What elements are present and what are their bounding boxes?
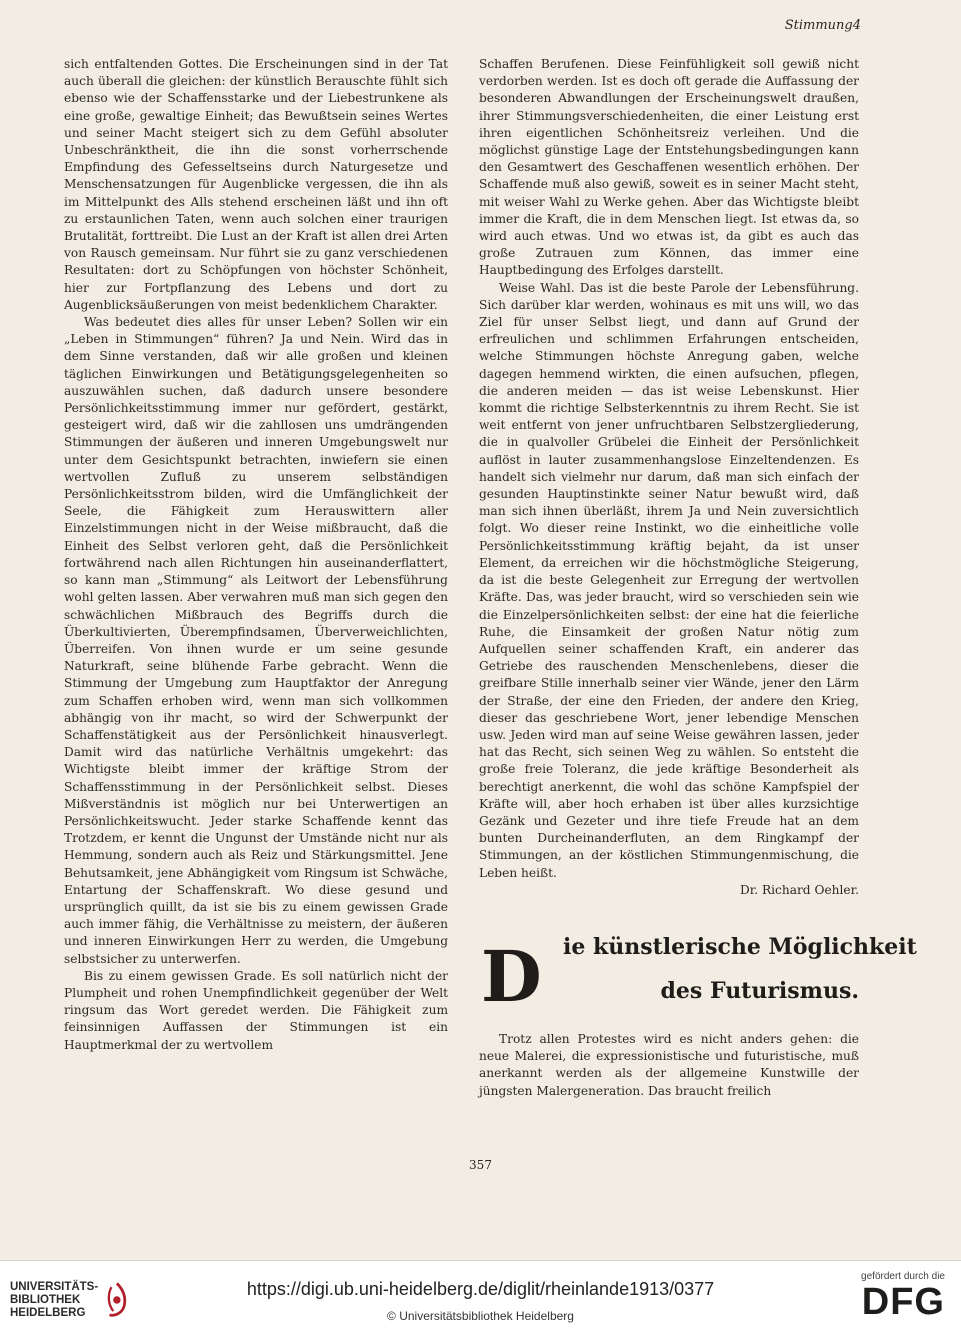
running-head: Stimmung4 bbox=[784, 18, 861, 33]
right-paragraph-2: Weise Wahl. Das ist die beste Parole der Lebensführung. Sich darüber klar werden, wohinaus es mit uns will, wo das Ziel für unser Selbst liegt, und dann auf Grund der erfreulichen und schlimmen Erfahrungen entscheiden, welche Stimmungen höchste Anregung gaben, welche dagegen hemmend wirkten, die einen aufsuchen, pflegen, die anderen meiden — das ist weise Lebenskunst. Hier kommt die richtige Selbsterkenntnis zu ihrem Recht. Sie ist weit entfernt von jener unfruchtbaren Selbstzergliederung, die in qualvoller Grübelei die Einheit der Persönlichkeit auflöst in lauter zusammenhangslose Einzeltendenzen. Es handelt sich vielmehr nur darum, daß man sich einfach der gesunden Hauptinstinkte seiner Natur bewußt wird, daß man sich ihnen überläßt, ihrem Ja und Nein zuversichtlich folgt. Wo dieser reine Instinkt, wo die einheitliche volle Persönlichkeitsstimmung kräftig bejaht, da ist unser Element, da erreichen wir die höchstmögliche Steigerung, da ist die beste Gelegenheit zur Erregung der wertvollen Kräfte. Das, was jeder braucht, wird so verschieden sein wie die Einzelpersönlichkeiten selbst: der eine hat die feierliche Ruhe, die Einsamkeit der großen Natur nötig zum Aufquellen seiner schaffenden Kraft, ein anderer das Getriebe des rauschenden Menschenlebens, dieser die greifbare Stille innerhalb seiner vier Wände, jener den Lärm der Straße, der eine den Frieden, der andere den Krieg, dieser das geschriebene Wort, jener lebendige Menschen usw. Jeden wird man auf seine Weise gewähren lassen, jeder hat das Recht, sich seinen Weg zu wählen. So entsteht die große freie Toleranz, die jede kräftige Besonderheit als berechtigt anerkennt, die wohl das schöne Kampfspiel der Kräfte will, aber hoch erhaben ist über alles kurzsichtige Gezänk und Gezeter und ihre tiefe Freude hat an dem bunten Durcheinanderfluten, an dem Ringkampf der Stimmungen, an der köstlichen Stimmungenmischung, die Leben heißt. bbox=[479, 280, 859, 880]
left-paragraph-1: sich entfaltenden Gottes. Die Erscheinungen sind in der Tat auch überall die gleichen: der künstlich Berauschte fühlt sich ebenso wie der Schaffensstarke und der Liebestrunkene als eine große, gewaltige Einheit; das Bewußtsein seines Wertes und seiner Macht steigert sich zu dem Gefühl absoluter Unbeschränktheit, die ihn die sonst vorherrschende Empfindung des Gefesseltseins durch Naturgesetze und Menschensatzungen für Augenblicke vergessen, die ihn als im Mittelpunkt des Alls stehend erscheinen läßt und ihn oft zu erstaunlichen Taten, wenn auch solchen einer traurigen Brutalität, forttreibt. Die Lust an der Kraft ist allen drei Arten von Rausch gemeinsam. Nur führt sie zu ganz verschiedenen Resultaten: dort zu Schöpfungen von höchster Schönheit, hier zur Fortpflanzung des Lebens und dort zu Augenblicksäußerungen von meist bedenklichem Charakter. bbox=[64, 57, 448, 312]
document-url-link[interactable]: https://digi.ub.uni-heidelberg.de/diglit/rheinlande1913/0377 bbox=[246, 1279, 715, 1299]
left-paragraph-3: Bis zu einem gewissen Grade. Es soll natürlich nicht der Plumpheit und rohen Unempfindlichkeit gegenüber der Welt ringsum das Wort geredet werden. Die Fähigkeit zum feinsinnigen Auffassen der Stimmungen ist ein Hauptmerkmal der zu wertvollem bbox=[64, 968, 448, 1052]
right-column bbox=[479, 56, 917, 1100]
article-paragraph: Trotz allen Protestes wird es nicht anders gehen: die neue Malerei, die expressionistische und futuristische, muß anerkannt werden als der allgemeine Kunstwille der jüngsten Malergeneration. Das braucht freilich bbox=[479, 1031, 859, 1098]
institution-line-1: UNIVERSITÄTS- bbox=[10, 1280, 99, 1293]
institution-line-2: BIBLIOTHEK bbox=[10, 1293, 81, 1306]
institution-line-3: HEIDELBERG bbox=[10, 1306, 86, 1319]
dfg-logo-text: DFG bbox=[861, 1281, 945, 1323]
drop-cap: D bbox=[481, 934, 542, 1018]
page-number: 357 bbox=[469, 1158, 492, 1172]
funder-caption: gefördert durch die bbox=[861, 1271, 945, 1282]
funder-logo[interactable] bbox=[835, 1271, 945, 1322]
copyright-notice: © Universitätsbibliothek Heidelberg bbox=[387, 1309, 574, 1323]
right-paragraph-1: Schaffen Berufenen. Diese Feinfühligkeit soll gewiß nicht verdorben werden. Ist es doch oft gerade die Auffassung der besonderen Abwandlungen der Erscheinungswelt draußen, ihrer Stimmungsverschiedenheiten, die einer Leistung erst ihren eigentlichen Schönheitsreiz verleihen. Und die möglichst günstige Lage der Entstehungsbedingungen kann den Gesamtwert des Geschaffenen wesentlich erhöhen. Der Schaffende muß also gewiß, soweit es in seiner Macht steht, mit weiser Wahl zu Werke gehen. Aber das Wichtigste bleibt immer die Kraft, die in dem Menschen liegt. Ist etwas da, so wird auch etwas. Und wo etwas ist, da gibt es auch das große Zutrauen zum Können, das immer eine Hauptbedingung des Erfolges darstellt. bbox=[479, 57, 859, 278]
left-paragraph-2: Was bedeutet dies alles für unser Leben? Sollen wir ein „Leben in Stimmungen“ führen? Ja und Nein. Wird das in dem Sinne verstanden, daß wir alle großen und kleinen täglichen Einwirkungen und Betätigungsgelegenheiten so auszuwählen suchen, daß dadurch unsere besondere Persönlichkeitsstimmung immer nur gefördert, gestärkt, gesteigert wird, daß wir die zahllosen uns umdrängenden Stimmungen der äußeren und inneren Umgebungswelt nur unter dem Gesichtspunkt betrachten, inwiefern sie einen wertvollen Zufluß zu unserem selbständigen Persönlichkeitsstrom bilden, wird die Umfänglichkeit der Seele, die Fähigkeit zum Herauswittern aller Einzelstimmungen nicht in der Weise mißbraucht, daß die Einheit des Selbst verloren geht, daß die Persönlichkeit fortwährend nach allen Richtungen hin auseinanderflattert, so kann man „Stimmung“ als Leitwort der Lebensführung wohl gelten lassen. Aber verwahren muß man sich gegen den schwächlichen Mißbrauch des Begriffs durch die Überkultivierten, Überempfindsamen, Überverweichlichten, Überreifen. Von ihnen wurde er um seine gesunde Naturkraft, seine blühende Farbe gebracht. Wenn die Stimmung der Umgebung zum Hauptfaktor der Anregung zum Schaffen erhoben wird, wenn man sich vollkommen abhängig von ihr macht, so wird der Schwerpunkt der Schaffenstätigkeit aus der Persönlichkeit hinausverlegt. Damit wird das natürliche Verhältnis umgekehrt: das Wichtigste bleibt immer der kräftige Strom der Schaffensstimmung in der Persönlichkeit selbst. Dieses Mißverständnis ist möglich nur bei Unterwertigen an Persönlichkeitswucht. Jeder starke Schaffende kennt das Trotzdem, er kennt die Ungunst der Umstände nicht nur als Hemmung, sondern auch als Reiz und Stärkungsmittel. Jene Behutsamkeit, jene Abhängigkeit vom Ringsum ist Schwäche, Entartung der Schaffenskraft. Wo diese gesund und ursprünglich quillt, da ist sie bis zu einem gewissen Grade auch immer fähig, die Verhältnisse zu meistern, der äußeren und inneren Einwirkungen Herr zu werden, die Umgebung selbstsicher zu unterwerfen. bbox=[64, 315, 448, 966]
author-signature: Dr. Richard Oehler. bbox=[739, 882, 859, 897]
article-title-line-1: ie künstlerische Möglichkeit bbox=[563, 933, 917, 960]
left-column bbox=[64, 56, 448, 1054]
article-heading bbox=[479, 933, 917, 1031]
article-title-line-2: des Futurismus. bbox=[660, 977, 859, 1004]
viewer-footer bbox=[0, 1260, 961, 1335]
